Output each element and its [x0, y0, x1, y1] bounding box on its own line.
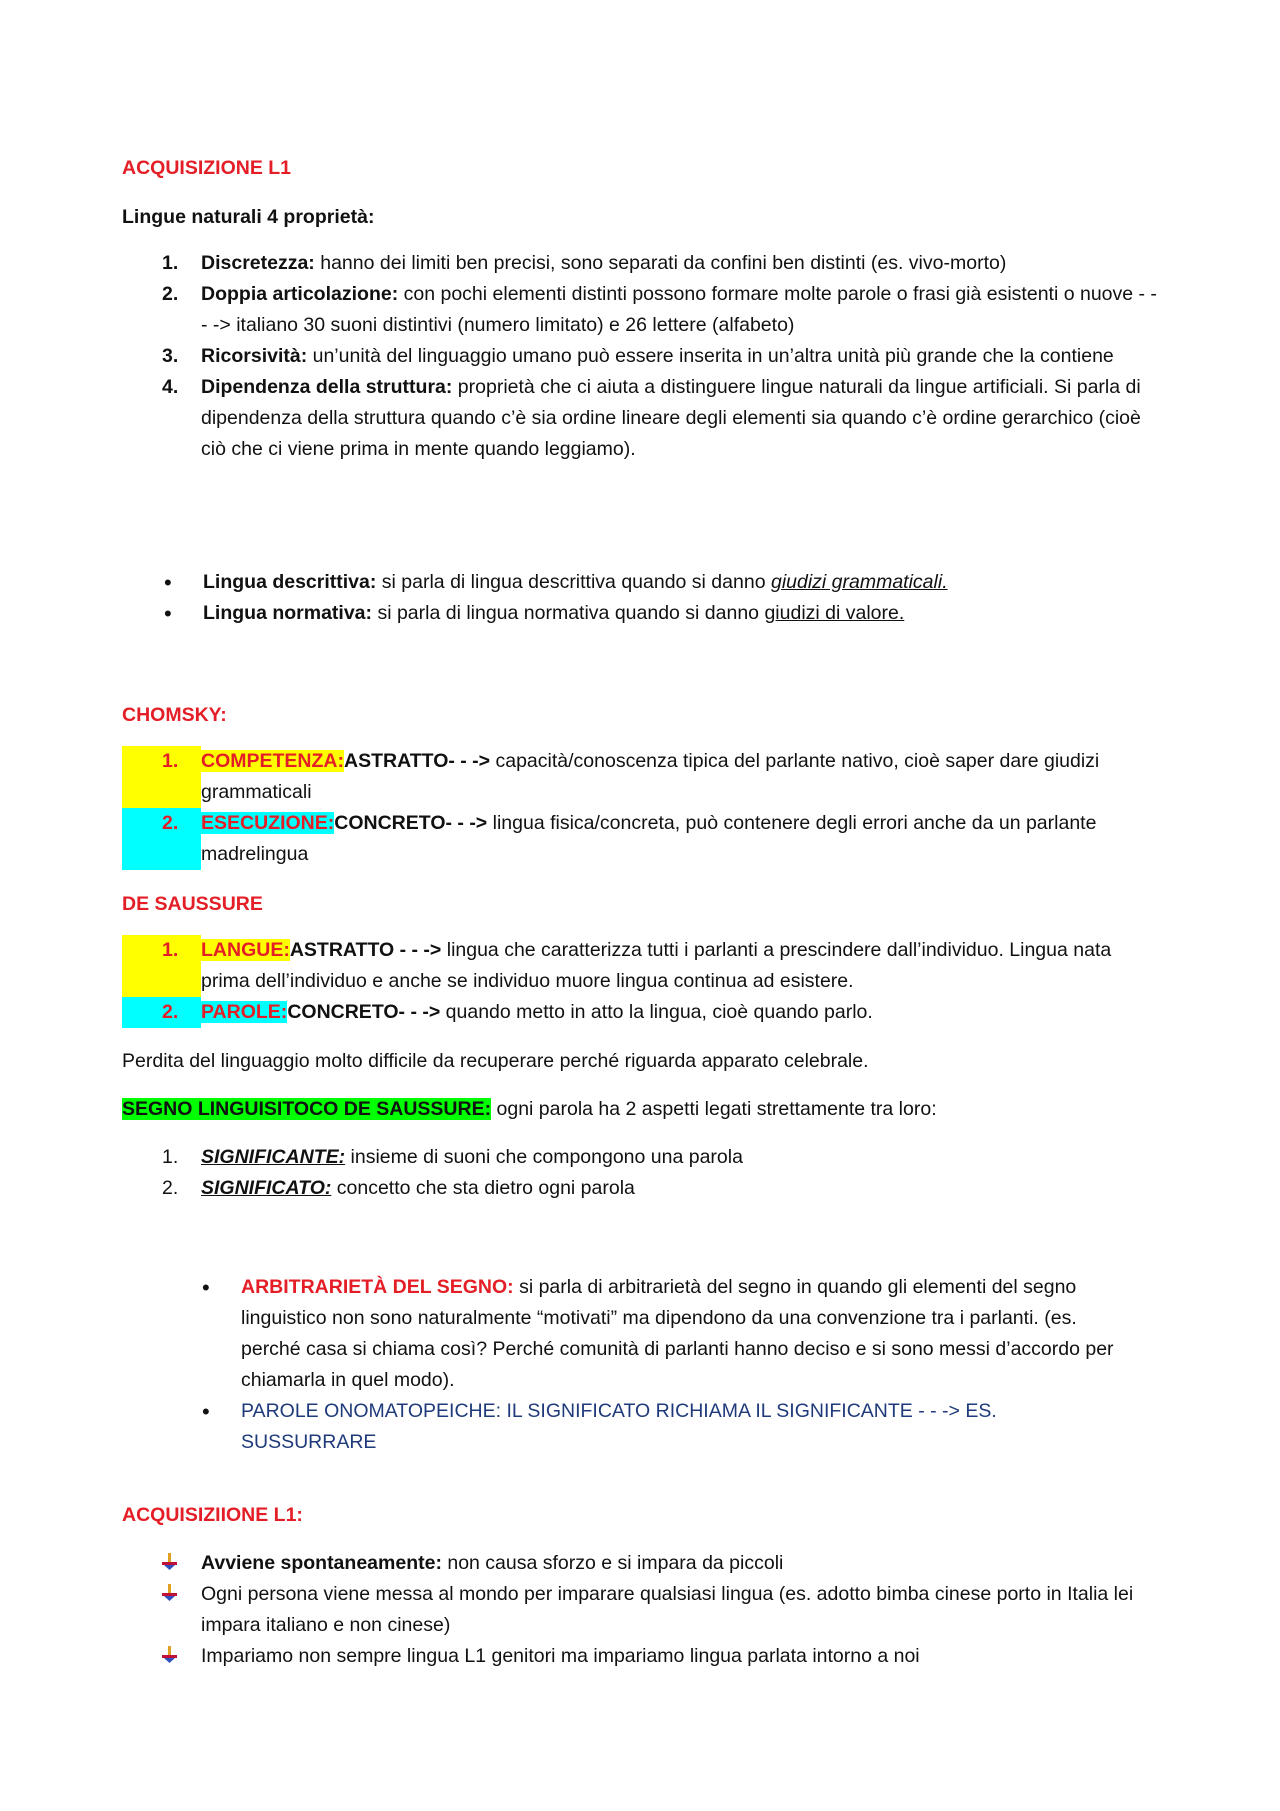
- perdita-paragraph: Perdita del linguaggio molto difficile da recuperare perché riguarda apparato celebrale.: [122, 1050, 869, 1072]
- list-number: 1.: [122, 935, 201, 997]
- list-item: [122, 341, 1162, 372]
- definition: Ogni persona viene messa al mondo per imparare qualsiasi lingua (es. adotto bimba cinese porto in Italia lei impara italiano e non cinese): [201, 1583, 1134, 1636]
- definition: con pochi elementi distinti possono formare molte parole o frasi già esistenti o nuove - - - -> italiano 30 suoni distintivi (numero limitato) e 26 lettere (alfabeto): [201, 283, 1157, 336]
- term: Avviene spontaneamente:: [201, 1552, 442, 1574]
- definition: non causa sforzo e si impara da piccoli: [441, 1552, 784, 1574]
- list-item: [122, 1272, 1162, 1396]
- term: Discretezza:: [201, 252, 315, 274]
- segno-list: [122, 1142, 1162, 1204]
- definition: lingua che caratterizza tutti i parlanti a prescindere dall’individuo. Lingua nata prima dell’individuo e anche se individuo muore lingua continua ad esistere.: [201, 939, 1112, 992]
- list-item: [122, 1579, 1162, 1641]
- list-item: [122, 1641, 1162, 1672]
- bullet-icon: •: [164, 601, 172, 626]
- list-item: [122, 1142, 1162, 1173]
- term: SIGNIFICANTE:: [201, 1146, 346, 1168]
- list-number: 2.: [162, 283, 179, 305]
- segno-paragraph: [122, 1094, 1162, 1125]
- list-number: 2.: [122, 997, 201, 1028]
- list-item: [122, 1173, 1162, 1204]
- list-number: 1.: [162, 1146, 179, 1168]
- ref-text: giudizi grammaticali.: [770, 571, 948, 593]
- term: PAROLE:: [201, 1001, 288, 1023]
- list-item: [122, 997, 1162, 1028]
- arrow-bullet-icon: [122, 1579, 201, 1641]
- definition: hanno dei limiti ben precisi, sono separati da confini ben distinti (es. vivo-morto): [314, 252, 1007, 274]
- definition: si parla di lingua descrittiva quando si danno: [376, 571, 771, 593]
- term: LANGUE:: [201, 939, 290, 961]
- term: Ricorsività:: [201, 345, 308, 367]
- chomsky-list: [122, 746, 1162, 870]
- onomatopeiche-text: PAROLE ONOMATOPEICHE: IL SIGNIFICATO RICHIAMA IL SIGNIFICANTE - - -> ES. SUSSURRARE: [241, 1400, 997, 1453]
- term: SIGNIFICATO:: [201, 1177, 332, 1199]
- list-item: [122, 372, 1162, 465]
- list-number: 4.: [162, 376, 179, 398]
- term: ESECUZIONE:: [201, 812, 335, 834]
- bullet-icon: •: [202, 1399, 210, 1424]
- saussure-list: [122, 935, 1162, 1028]
- list-item: [122, 279, 1162, 341]
- arrow-bullet-icon: [122, 1641, 201, 1672]
- props-title: Lingue naturali 4 proprietà:: [122, 206, 375, 228]
- term: Lingua descrittiva:: [203, 571, 377, 593]
- arrow-bullet-icon: [122, 1548, 201, 1579]
- bullet-icon: •: [202, 1275, 210, 1300]
- term: Doppia articolazione:: [201, 283, 399, 305]
- kind: ASTRATTO - - ->: [289, 939, 442, 961]
- definition: un’unità del linguaggio umano può essere inserita in un’altra unità più grande che la contiene: [307, 345, 1114, 367]
- definition: proprietà che ci aiuta a distinguere lingue naturali da lingue artificiali. Si parla di dipendenza della struttura quando c’è sia ordine lineare degli elementi sia quando c’è ordine gerarchico (cioè ciò che ci viene prima in mente quando leggiamo).: [201, 376, 1141, 460]
- definition: lingua fisica/concreta, può contenere degli errori anche da un parlante madrelingua: [201, 812, 1097, 865]
- ref-text: giudizi di valore.: [764, 602, 905, 624]
- segno-bullets: [122, 1272, 1162, 1458]
- list-number: 2.: [122, 808, 201, 870]
- list-item: [122, 935, 1162, 997]
- kind: CONCRETO- - ->: [287, 1001, 441, 1023]
- list-number: 2.: [162, 1177, 179, 1199]
- title-acquisizione-l1: ACQUISIZIONE L1: [122, 157, 292, 179]
- list-number: 1.: [162, 252, 179, 274]
- segno-term: SEGNO LINGUISITOCO DE SAUSSURE:: [122, 1098, 492, 1120]
- list-item: [122, 598, 1162, 629]
- list-item: [122, 808, 1162, 870]
- definition: insieme di suoni che compongono una parola: [345, 1146, 743, 1168]
- title-de-saussure: DE SAUSSURE: [122, 893, 263, 915]
- title-acquisiziione-l1: ACQUISIZIIONE L1:: [122, 1504, 303, 1526]
- definition: quando metto in atto la lingua, cioè quando parlo.: [440, 1001, 873, 1023]
- list-item: [122, 1396, 1162, 1458]
- term: Dipendenza della struttura:: [201, 376, 453, 398]
- term: COMPETENZA:: [201, 750, 344, 772]
- list-number: 1.: [122, 746, 201, 808]
- list-item: [122, 746, 1162, 808]
- acquisizione-bullets: [122, 1548, 1162, 1672]
- kind: CONCRETO- - ->: [334, 812, 488, 834]
- list-item: [122, 248, 1162, 279]
- definition: capacità/conoscenza tipica del parlante nativo, cioè saper dare giudizi grammaticali: [201, 750, 1100, 803]
- term: ARBITRARIETÀ DEL SEGNO:: [241, 1276, 514, 1298]
- term: Lingua normativa:: [203, 602, 373, 624]
- definition: concetto che sta dietro ogni parola: [331, 1177, 635, 1199]
- definition: si parla di lingua normativa quando si danno: [372, 602, 765, 624]
- lingua-bullets: [122, 567, 1162, 629]
- definition: Impariamo non sempre lingua L1 genitori ma impariamo lingua parlata intorno a noi: [201, 1645, 920, 1667]
- list-item: [122, 567, 1162, 598]
- list-item: [122, 1548, 1162, 1579]
- bullet-icon: •: [164, 570, 172, 595]
- properties-list: [122, 248, 1162, 465]
- title-chomsky: CHOMSKY:: [122, 704, 227, 726]
- segno-text: ogni parola ha 2 aspetti legati strettamente tra loro:: [491, 1098, 937, 1120]
- definition: si parla di arbitrarietà del segno in quando gli elementi del segno linguistico non sono naturalmente “motivati” ma dipendono da una convenzione tra i parlanti. (es. perché casa si chiama così? Perché comunità di parlanti hanno deciso e si sono messi d’accordo per chiamarla in quel modo).: [241, 1276, 1114, 1391]
- list-number: 3.: [162, 345, 179, 367]
- kind: ASTRATTO- - ->: [344, 750, 491, 772]
